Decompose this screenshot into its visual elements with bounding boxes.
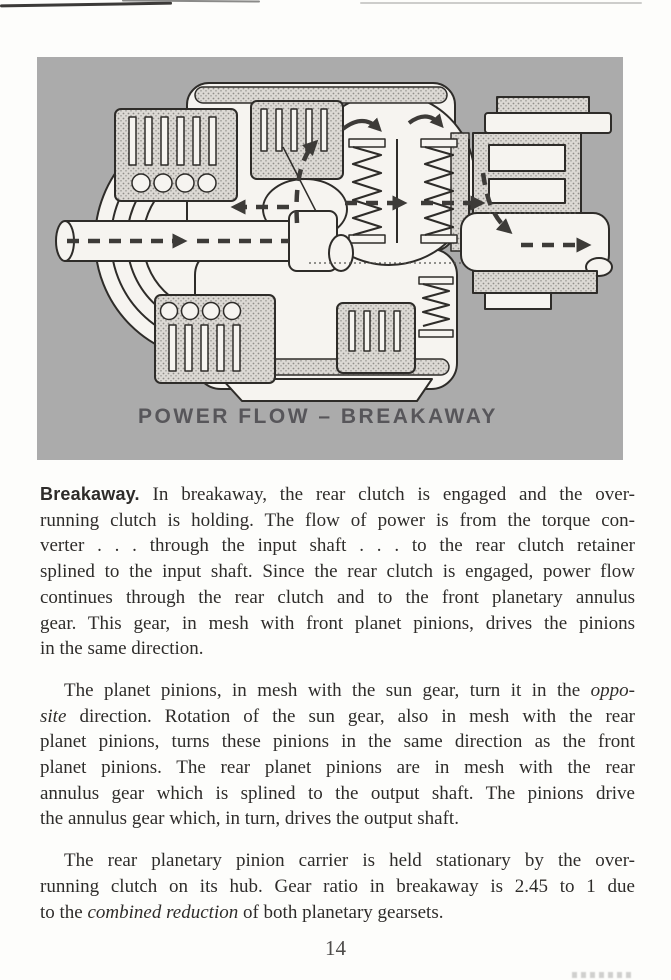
text-line: Breakaway. In breakaway, the rear clutch is engaged and the over- xyxy=(40,484,635,505)
scan-artifact-line xyxy=(0,2,172,8)
text-line: planet pinions. The rear planet pinions are in mesh with the rear xyxy=(40,757,635,779)
text-line: continues through the rear clutch and to the front planetary annulus xyxy=(40,586,635,608)
text-line: verter . . . through the input shaft . . . to the rear clutch retainer xyxy=(40,535,635,557)
text-line: site direction. Rotation of the sun gear, also in mesh with the rear xyxy=(40,705,635,727)
scan-artifact-smudge xyxy=(572,972,634,978)
text-line: annulus gear which is splined to the output shaft. The pinions drive xyxy=(40,782,635,804)
text-line: planet pinions, turns these pinions in the same direction as the front xyxy=(40,731,635,753)
text-line: to the combined reduction of both planetary gearsets. xyxy=(40,901,444,923)
front-clutch-pack-upper xyxy=(115,109,237,201)
text-line: running clutch is holding. The flow of power is from the torque con- xyxy=(40,509,635,531)
rear-flange xyxy=(485,113,611,133)
paragraph xyxy=(40,678,635,832)
figure-power-flow-breakaway xyxy=(37,57,623,460)
front-clutch-pack-lower xyxy=(155,295,275,383)
text-line: running clutch on its hub. Gear ratio in breakaway is 2.45 to 1 due xyxy=(40,875,635,897)
article xyxy=(40,482,635,925)
text-line: in the same direction. xyxy=(40,638,204,660)
rear-clutch-pack-lower xyxy=(337,303,415,373)
text-line: gear. This gear, in mesh with front planet pinions, drives the pinions xyxy=(40,612,635,634)
paragraph xyxy=(40,848,635,925)
figure-caption: POWER FLOW – BREAKAWAY xyxy=(138,405,498,428)
transmission-cutaway-diagram xyxy=(37,57,623,460)
text-line: The planet pinions, in mesh with the sun gear, turn it in the oppo- xyxy=(64,679,635,701)
paragraph xyxy=(40,482,635,662)
text-line: splined to the input shaft. Since the rear clutch is engaged, power flow xyxy=(40,561,635,583)
text-line: the annulus gear which, in turn, drives the output shaft. xyxy=(40,808,459,830)
text-line: The rear planetary pinion carrier is held stationary by the over- xyxy=(64,850,635,872)
rear-clutch-pack-upper xyxy=(251,101,343,179)
page-number: 14 xyxy=(325,936,346,960)
scan-artifact-line xyxy=(360,2,642,4)
